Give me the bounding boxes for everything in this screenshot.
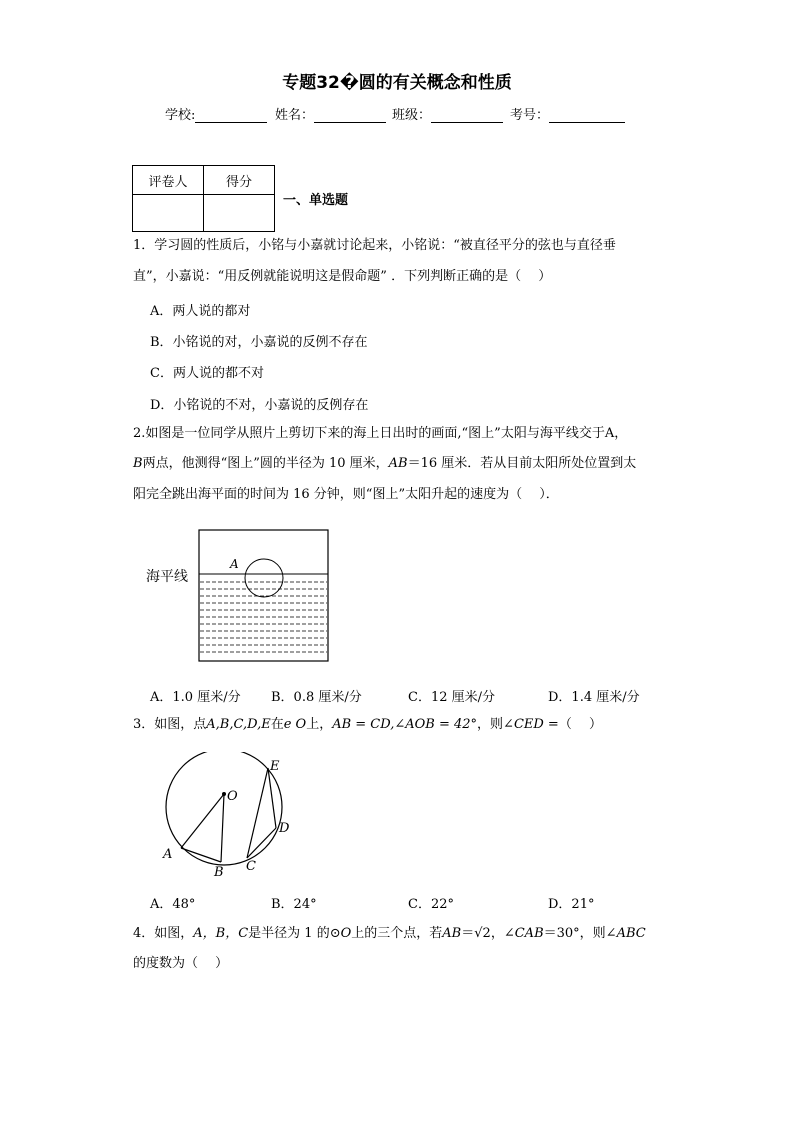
q2-option-d: D．1.4 厘米/分 (548, 690, 640, 705)
q3-mid3: ，则 (477, 717, 504, 732)
q4-eq: ＝ (461, 926, 475, 941)
section-title: 一、单选题 (283, 193, 349, 208)
q3-prefix: 3．如图，点 (133, 717, 207, 732)
q2-option-a: A．1.0 厘米/分 (150, 690, 241, 705)
q3-mid1: 在 (270, 717, 284, 732)
q3-circle: e O (283, 717, 307, 732)
school-field (165, 104, 267, 123)
q2-segment-ab: AB (388, 456, 408, 471)
q3-suffix: （ ） (558, 717, 602, 732)
label-d: D (279, 821, 290, 836)
q3-option-c: C．22° (408, 897, 454, 912)
q2-option-c: C．12 厘米/分 (408, 690, 496, 705)
q2-line2 (133, 456, 636, 472)
grader-header: 评卷人 (133, 166, 204, 195)
q1-option-a: A．两人说的都对 (150, 304, 251, 319)
q2-line1: 2.如图是一位同学从照片上剪切下来的海上日出时的画面,“图上”太阳与海平线交于A， (133, 426, 628, 441)
name-blank (314, 108, 386, 123)
sunrise-figure (140, 525, 340, 665)
q3-points: A,B,C,D,E (206, 717, 271, 732)
q3-option-a: A．48° (150, 897, 196, 912)
grader-cell (133, 195, 204, 232)
score-header: 得分 (204, 166, 275, 195)
q2-text-b: 两点，他测得“图上”圆的半径为 10 厘米， (142, 456, 389, 471)
label-e: E (270, 759, 280, 774)
school-label: 学校: (165, 108, 196, 123)
score-cell (204, 195, 275, 232)
q3-option-d: D．21° (548, 897, 595, 912)
q4-center: O (340, 926, 352, 941)
circle-figure (150, 752, 310, 882)
circle-o (166, 752, 282, 865)
q1-line2: 直”，小嘉说：“用反例就能说明这是假命题” ．下列判断正确的是（ ） (133, 269, 552, 284)
q4-ab: AB (442, 926, 462, 941)
q4-prefix: 4．如图， (133, 926, 194, 941)
q2-text-d: ＝16 厘米．若从目前太阳所处位置到太 (407, 456, 637, 471)
q4-line1 (133, 926, 646, 942)
sea-level-label: 海平线 (146, 569, 188, 585)
page-title: 专题32�圆的有关概念和性质 (282, 73, 512, 93)
class-label: 班级： (392, 108, 432, 123)
q2-line3: 阳完全跳出海平面的时间为 16 分钟，则“图上”太阳升起的速度为（ ）． (133, 487, 559, 502)
label-c: C (246, 859, 256, 874)
q3-option-b: B．24° (271, 897, 317, 912)
exam-no-label: 考号： (510, 108, 550, 123)
q4-mid1: 是半径为 1 的⊙ (248, 926, 341, 941)
q4-points: A，B，C (193, 926, 249, 941)
q4-mid2: 上的三个点，若 (351, 926, 443, 941)
q4-abc: ∠ABC (605, 926, 646, 941)
q3-condition: AB = CD,∠AOB = 42° (332, 717, 478, 732)
label-o: O (227, 789, 238, 804)
sun-circle (245, 559, 283, 597)
q3-stem (133, 717, 602, 733)
q1-line1: 1．学习圆的性质后，小铭与小嘉就讨论起来，小铭说：“被直径平分的弦也与直径垂 (133, 238, 616, 253)
q1-option-b: B．小铭说的对，小嘉说的反例不存在 (150, 335, 368, 350)
q1-option-c: C．两人说的都不对 (150, 366, 264, 381)
label-a: A (163, 847, 173, 862)
figure-lines (181, 768, 276, 862)
name-field (275, 104, 386, 123)
q2-option-b: B．0.8 厘米/分 (271, 690, 362, 705)
photo-frame (199, 530, 328, 661)
q4-line2: 的度数为（ ） (133, 956, 229, 971)
label-b: B (214, 865, 224, 880)
q3-mid2: 上， (306, 717, 333, 732)
exam-no-blank (549, 108, 625, 123)
q4-comma: ， (490, 926, 504, 941)
q2-point-b: B (133, 456, 143, 471)
score-table (132, 165, 275, 232)
q4-cab: ∠CAB (503, 926, 544, 941)
q4-sqrt: √2 (474, 926, 491, 941)
q3-ask: ∠CED = (503, 717, 559, 732)
exam-no-field (510, 104, 625, 123)
school-blank (195, 108, 267, 123)
class-blank (431, 108, 503, 123)
sea-dashes (200, 582, 327, 652)
q1-option-d: D．小铭说的不对，小嘉说的反例存在 (150, 398, 369, 413)
q4-cab-value: ＝30°，则 (543, 926, 606, 941)
name-label: 姓名： (275, 108, 315, 123)
class-field (392, 104, 503, 123)
point-a-label: A (230, 557, 239, 571)
